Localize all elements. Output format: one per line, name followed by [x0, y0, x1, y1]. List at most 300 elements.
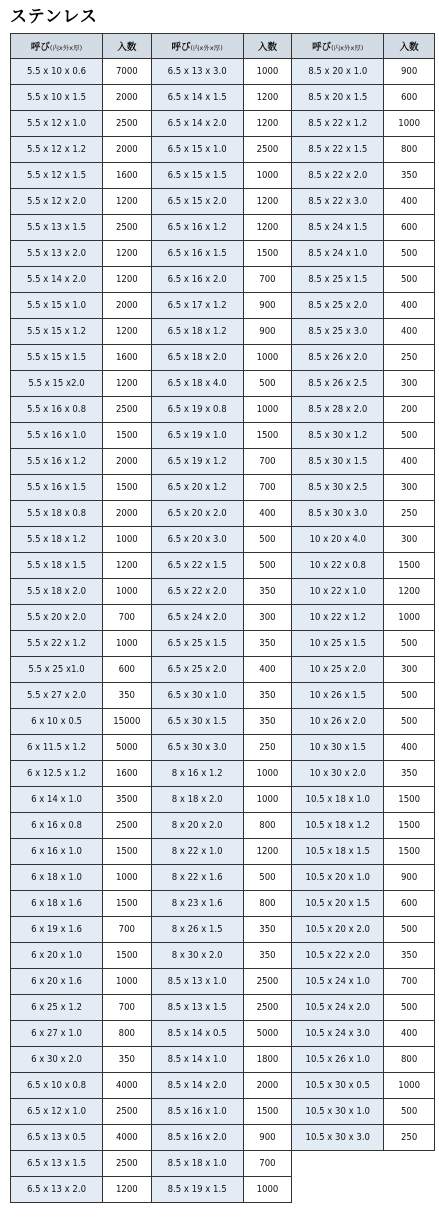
- size-cell: 8.5 x 24 x 1.0: [292, 241, 384, 267]
- size-cell: 5.5 x 20 x 2.0: [11, 605, 103, 631]
- size-cell: 8.5 x 28 x 2.0: [292, 397, 384, 423]
- table-row: [11, 891, 435, 917]
- quantity-cell: 3500: [103, 787, 152, 813]
- quantity-cell: 700: [243, 1151, 292, 1177]
- table-row: [11, 1073, 435, 1099]
- size-cell: 10 x 22 x 0.8: [292, 553, 384, 579]
- quantity-cell: 2000: [103, 449, 152, 475]
- size-cell: 8.5 x 13 x 1.0: [151, 969, 243, 995]
- quantity-cell: 1000: [103, 579, 152, 605]
- size-cell: 6 x 30 x 2.0: [11, 1047, 103, 1073]
- size-cell: 6.5 x 14 x 2.0: [151, 111, 243, 137]
- size-cell: 10.5 x 22 x 2.0: [292, 943, 384, 969]
- size-cell: 6.5 x 30 x 1.5: [151, 709, 243, 735]
- quantity-cell: 1500: [384, 839, 435, 865]
- table-row: [11, 215, 435, 241]
- quantity-cell: 1200: [243, 111, 292, 137]
- size-cell: 6.5 x 30 x 3.0: [151, 735, 243, 761]
- quantity-cell: 1500: [243, 241, 292, 267]
- size-cell: 6.5 x 16 x 1.5: [151, 241, 243, 267]
- quantity-cell: 700: [243, 475, 292, 501]
- column-header-size: 呼び(内x外x厚): [292, 34, 384, 59]
- size-cell: 6 x 18 x 1.0: [11, 865, 103, 891]
- size-cell: 8.5 x 22 x 2.0: [292, 163, 384, 189]
- quantity-cell: 2500: [103, 397, 152, 423]
- table-row: [11, 1021, 435, 1047]
- size-cell: 6.5 x 18 x 4.0: [151, 371, 243, 397]
- column-header-quantity: 入数: [243, 34, 292, 59]
- quantity-cell: 500: [384, 1099, 435, 1125]
- quantity-cell: 800: [243, 813, 292, 839]
- size-cell: 8.5 x 30 x 1.5: [292, 449, 384, 475]
- quantity-cell: 300: [243, 605, 292, 631]
- size-cell: 5.5 x 12 x 1.2: [11, 137, 103, 163]
- table-row: [11, 449, 435, 475]
- size-cell: 6 x 10 x 0.5: [11, 709, 103, 735]
- size-cell: 8 x 30 x 2.0: [151, 943, 243, 969]
- quantity-cell: 700: [103, 605, 152, 631]
- quantity-cell: 250: [243, 735, 292, 761]
- table-row: [11, 839, 435, 865]
- size-cell: 5.5 x 13 x 1.5: [11, 215, 103, 241]
- size-cell: 8.5 x 25 x 1.5: [292, 267, 384, 293]
- quantity-cell: 500: [384, 241, 435, 267]
- size-cell: 8.5 x 22 x 1.2: [292, 111, 384, 137]
- quantity-cell: 1600: [103, 345, 152, 371]
- quantity-cell: 2500: [103, 1151, 152, 1177]
- size-cell: 10.5 x 24 x 2.0: [292, 995, 384, 1021]
- quantity-cell: 250: [384, 345, 435, 371]
- quantity-cell: 600: [384, 85, 435, 111]
- table-row: [11, 787, 435, 813]
- quantity-cell: 350: [384, 163, 435, 189]
- column-header-size: 呼び(内x外x厚): [151, 34, 243, 59]
- size-cell: 10.5 x 30 x 3.0: [292, 1125, 384, 1151]
- quantity-cell: 500: [384, 995, 435, 1021]
- size-cell: 5.5 x 10 x 1.5: [11, 85, 103, 111]
- size-cell: 6.5 x 25 x 1.5: [151, 631, 243, 657]
- quantity-cell: 800: [384, 137, 435, 163]
- page-title: ステンレス: [10, 7, 98, 27]
- table-row: [11, 1047, 435, 1073]
- quantity-cell: 700: [384, 969, 435, 995]
- quantity-cell: 400: [384, 293, 435, 319]
- size-cell: 8.5 x 30 x 3.0: [292, 501, 384, 527]
- quantity-cell: 2500: [103, 215, 152, 241]
- table-row: [11, 865, 435, 891]
- size-cell: 6.5 x 14 x 1.5: [151, 85, 243, 111]
- quantity-cell: 600: [384, 891, 435, 917]
- size-cell: 10.5 x 20 x 1.0: [292, 865, 384, 891]
- size-cell: 10.5 x 18 x 1.2: [292, 813, 384, 839]
- size-cell: 6.5 x 19 x 0.8: [151, 397, 243, 423]
- quantity-cell: 900: [384, 865, 435, 891]
- size-cell: 10.5 x 20 x 1.5: [292, 891, 384, 917]
- size-cell: 8 x 20 x 2.0: [151, 813, 243, 839]
- size-cell: 5.5 x 22 x 1.2: [11, 631, 103, 657]
- size-cell: 5.5 x 18 x 1.2: [11, 527, 103, 553]
- size-cell: 6.5 x 22 x 1.5: [151, 553, 243, 579]
- size-cell: 8 x 22 x 1.0: [151, 839, 243, 865]
- table-row: [11, 293, 435, 319]
- quantity-cell: 500: [243, 527, 292, 553]
- size-cell: 10 x 26 x 2.0: [292, 709, 384, 735]
- quantity-cell: 1500: [103, 423, 152, 449]
- size-cell: 6.5 x 30 x 1.0: [151, 683, 243, 709]
- table-row: [11, 475, 435, 501]
- quantity-cell: 2000: [103, 85, 152, 111]
- quantity-cell: 500: [384, 917, 435, 943]
- table-row: [11, 1125, 435, 1151]
- quantity-cell: 900: [384, 59, 435, 85]
- size-cell: 6.5 x 15 x 1.5: [151, 163, 243, 189]
- size-cell: 8.5 x 30 x 1.2: [292, 423, 384, 449]
- quantity-cell: 7000: [103, 59, 152, 85]
- size-cell: 10 x 25 x 1.5: [292, 631, 384, 657]
- quantity-cell: 500: [243, 865, 292, 891]
- quantity-cell: 5000: [243, 1021, 292, 1047]
- size-cell: 5.5 x 12 x 1.0: [11, 111, 103, 137]
- quantity-cell: 1600: [103, 761, 152, 787]
- size-cell: 6 x 16 x 0.8: [11, 813, 103, 839]
- empty-cell: [292, 1151, 435, 1177]
- column-header-size: 呼び(内x外x厚): [11, 34, 103, 59]
- size-cell: 6 x 18 x 1.6: [11, 891, 103, 917]
- size-cell: 10.5 x 20 x 2.0: [292, 917, 384, 943]
- quantity-cell: 1500: [103, 891, 152, 917]
- size-cell: 5.5 x 18 x 1.5: [11, 553, 103, 579]
- quantity-cell: 400: [384, 319, 435, 345]
- quantity-cell: 1200: [103, 553, 152, 579]
- size-cell: 5.5 x 27 x 2.0: [11, 683, 103, 709]
- size-cell: 5.5 x 14 x 2.0: [11, 267, 103, 293]
- quantity-cell: 1000: [384, 605, 435, 631]
- size-cell: 6.5 x 13 x 0.5: [11, 1125, 103, 1151]
- table-row: [11, 813, 435, 839]
- size-cell: 10.5 x 18 x 1.5: [292, 839, 384, 865]
- quantity-cell: 350: [243, 709, 292, 735]
- quantity-cell: 500: [384, 683, 435, 709]
- quantity-cell: 400: [384, 1021, 435, 1047]
- size-cell: 10.5 x 30 x 1.0: [292, 1099, 384, 1125]
- table-row: [11, 1099, 435, 1125]
- size-cell: 8.5 x 22 x 1.5: [292, 137, 384, 163]
- table-row: [11, 735, 435, 761]
- table-header-row: [11, 34, 435, 59]
- quantity-cell: 1000: [243, 397, 292, 423]
- size-cell: 8.5 x 14 x 0.5: [151, 1021, 243, 1047]
- table-row: [11, 371, 435, 397]
- column-header-quantity: 入数: [384, 34, 435, 59]
- table-row: [11, 943, 435, 969]
- table-row: [11, 761, 435, 787]
- size-cell: 10 x 26 x 1.5: [292, 683, 384, 709]
- quantity-cell: 2000: [103, 293, 152, 319]
- size-cell: 5.5 x 16 x 1.5: [11, 475, 103, 501]
- size-cell: 8.5 x 19 x 1.5: [151, 1177, 243, 1203]
- size-cell: 8.5 x 18 x 1.0: [151, 1151, 243, 1177]
- quantity-cell: 1200: [243, 215, 292, 241]
- size-cell: 8 x 18 x 2.0: [151, 787, 243, 813]
- size-cell: 10.5 x 18 x 1.0: [292, 787, 384, 813]
- table-row: [11, 397, 435, 423]
- size-cell: 8 x 16 x 1.2: [151, 761, 243, 787]
- size-cell: 6.5 x 15 x 1.0: [151, 137, 243, 163]
- quantity-cell: 200: [384, 397, 435, 423]
- size-cell: 8.5 x 14 x 2.0: [151, 1073, 243, 1099]
- size-cell: 6.5 x 20 x 2.0: [151, 501, 243, 527]
- size-cell: 5.5 x 15 x 1.0: [11, 293, 103, 319]
- quantity-cell: 15000: [103, 709, 152, 735]
- size-cell: 10.5 x 30 x 0.5: [292, 1073, 384, 1099]
- quantity-cell: 250: [384, 1125, 435, 1151]
- quantity-cell: 500: [243, 553, 292, 579]
- table-row: [11, 241, 435, 267]
- table-row: [11, 995, 435, 1021]
- quantity-cell: 350: [384, 761, 435, 787]
- size-cell: 6.5 x 18 x 1.2: [151, 319, 243, 345]
- quantity-cell: 700: [103, 995, 152, 1021]
- quantity-cell: 600: [384, 215, 435, 241]
- size-cell: 8.5 x 22 x 3.0: [292, 189, 384, 215]
- size-cell: 6.5 x 19 x 1.0: [151, 423, 243, 449]
- quantity-cell: 1000: [243, 163, 292, 189]
- quantity-cell: 1500: [103, 839, 152, 865]
- quantity-cell: 2500: [243, 995, 292, 1021]
- quantity-cell: 1000: [103, 969, 152, 995]
- table-row: [11, 553, 435, 579]
- size-cell: 6.5 x 13 x 2.0: [11, 1177, 103, 1203]
- size-cell: 6 x 19 x 1.6: [11, 917, 103, 943]
- quantity-cell: 300: [384, 657, 435, 683]
- table-row: [11, 189, 435, 215]
- quantity-cell: 800: [103, 1021, 152, 1047]
- size-cell: 6.5 x 20 x 3.0: [151, 527, 243, 553]
- size-cell: 8 x 26 x 1.5: [151, 917, 243, 943]
- quantity-cell: 1200: [103, 189, 152, 215]
- size-cell: 8.5 x 26 x 2.0: [292, 345, 384, 371]
- size-cell: 5.5 x 15 x 1.5: [11, 345, 103, 371]
- quantity-cell: 1000: [103, 631, 152, 657]
- size-cell: 6.5 x 15 x 2.0: [151, 189, 243, 215]
- quantity-cell: 1000: [103, 527, 152, 553]
- table-row: [11, 319, 435, 345]
- table-row: [11, 683, 435, 709]
- quantity-cell: 1500: [384, 553, 435, 579]
- quantity-cell: 900: [243, 293, 292, 319]
- quantity-cell: 2500: [103, 1099, 152, 1125]
- quantity-cell: 1800: [243, 1047, 292, 1073]
- size-cell: 6 x 12.5 x 1.2: [11, 761, 103, 787]
- quantity-cell: 500: [384, 423, 435, 449]
- empty-cell: [292, 1177, 435, 1203]
- size-cell: 6.5 x 13 x 3.0: [151, 59, 243, 85]
- size-cell: 8.5 x 13 x 1.5: [151, 995, 243, 1021]
- quantity-cell: 1200: [103, 267, 152, 293]
- quantity-cell: 300: [384, 527, 435, 553]
- size-cell: 8.5 x 16 x 1.0: [151, 1099, 243, 1125]
- size-cell: 8 x 23 x 1.6: [151, 891, 243, 917]
- quantity-cell: 1200: [243, 85, 292, 111]
- quantity-cell: 350: [384, 943, 435, 969]
- quantity-cell: 1000: [243, 59, 292, 85]
- table-body: [11, 59, 435, 1203]
- quantity-cell: 1500: [103, 475, 152, 501]
- quantity-cell: 350: [243, 579, 292, 605]
- quantity-cell: 1500: [243, 1099, 292, 1125]
- quantity-cell: 1600: [103, 163, 152, 189]
- size-cell: 6 x 27 x 1.0: [11, 1021, 103, 1047]
- quantity-cell: 1000: [243, 761, 292, 787]
- quantity-cell: 350: [243, 943, 292, 969]
- quantity-cell: 2500: [103, 813, 152, 839]
- quantity-cell: 800: [384, 1047, 435, 1073]
- size-cell: 5.5 x 16 x 1.0: [11, 423, 103, 449]
- size-cell: 5.5 x 15 x 1.2: [11, 319, 103, 345]
- quantity-cell: 2000: [103, 501, 152, 527]
- quantity-cell: 250: [384, 501, 435, 527]
- quantity-cell: 350: [243, 631, 292, 657]
- table-row: [11, 1151, 435, 1177]
- quantity-cell: 1200: [243, 189, 292, 215]
- size-cell: 8.5 x 25 x 2.0: [292, 293, 384, 319]
- table-row: [11, 969, 435, 995]
- quantity-cell: 1200: [384, 579, 435, 605]
- size-cell: 10 x 22 x 1.2: [292, 605, 384, 631]
- quantity-cell: 4000: [103, 1073, 152, 1099]
- size-cell: 8.5 x 20 x 1.5: [292, 85, 384, 111]
- size-cell: 5.5 x 18 x 0.8: [11, 501, 103, 527]
- size-cell: 6 x 16 x 1.0: [11, 839, 103, 865]
- size-cell: 5.5 x 15 x2.0: [11, 371, 103, 397]
- quantity-cell: 350: [243, 683, 292, 709]
- size-cell: 5.5 x 16 x 0.8: [11, 397, 103, 423]
- size-cell: 10.5 x 26 x 1.0: [292, 1047, 384, 1073]
- size-cell: 6 x 25 x 1.2: [11, 995, 103, 1021]
- quantity-cell: 1000: [384, 111, 435, 137]
- quantity-cell: 500: [243, 371, 292, 397]
- quantity-cell: 1500: [103, 943, 152, 969]
- table-row: [11, 423, 435, 449]
- size-cell: 6 x 20 x 1.0: [11, 943, 103, 969]
- size-cell: 8.5 x 25 x 3.0: [292, 319, 384, 345]
- quantity-cell: 300: [384, 371, 435, 397]
- table-row: [11, 605, 435, 631]
- quantity-cell: 1500: [384, 787, 435, 813]
- quantity-cell: 1200: [103, 1177, 152, 1203]
- quantity-cell: 1200: [103, 319, 152, 345]
- size-cell: 10 x 22 x 1.0: [292, 579, 384, 605]
- quantity-cell: 2500: [243, 137, 292, 163]
- size-cell: 5.5 x 16 x 1.2: [11, 449, 103, 475]
- size-cell: 5.5 x 12 x 1.5: [11, 163, 103, 189]
- quantity-cell: 5000: [103, 735, 152, 761]
- quantity-cell: 500: [384, 709, 435, 735]
- quantity-cell: 1000: [243, 345, 292, 371]
- quantity-cell: 400: [384, 735, 435, 761]
- quantity-cell: 1000: [384, 1073, 435, 1099]
- quantity-cell: 1200: [103, 371, 152, 397]
- quantity-cell: 500: [384, 631, 435, 657]
- table-row: [11, 137, 435, 163]
- quantity-cell: 1500: [384, 813, 435, 839]
- quantity-cell: 500: [384, 267, 435, 293]
- quantity-cell: 4000: [103, 1125, 152, 1151]
- table-row: [11, 59, 435, 85]
- quantity-cell: 700: [243, 267, 292, 293]
- table-row: [11, 579, 435, 605]
- size-cell: 8.5 x 16 x 2.0: [151, 1125, 243, 1151]
- quantity-cell: 900: [243, 1125, 292, 1151]
- quantity-cell: 2000: [243, 1073, 292, 1099]
- size-cell: 8 x 22 x 1.6: [151, 865, 243, 891]
- size-cell: 6.5 x 22 x 2.0: [151, 579, 243, 605]
- size-cell: 6.5 x 16 x 1.2: [151, 215, 243, 241]
- size-cell: 6.5 x 24 x 2.0: [151, 605, 243, 631]
- quantity-cell: 300: [384, 475, 435, 501]
- size-cell: 8.5 x 26 x 2.5: [292, 371, 384, 397]
- size-cell: 8.5 x 20 x 1.0: [292, 59, 384, 85]
- table-row: [11, 267, 435, 293]
- size-cell: 5.5 x 10 x 0.6: [11, 59, 103, 85]
- quantity-cell: 350: [243, 917, 292, 943]
- size-cell: 10 x 30 x 2.0: [292, 761, 384, 787]
- quantity-cell: 2500: [243, 969, 292, 995]
- quantity-cell: 700: [103, 917, 152, 943]
- table-row: [11, 709, 435, 735]
- size-cell: 6.5 x 12 x 1.0: [11, 1099, 103, 1125]
- size-cell: 8.5 x 30 x 2.5: [292, 475, 384, 501]
- quantity-cell: 1000: [103, 865, 152, 891]
- size-cell: 6.5 x 10 x 0.8: [11, 1073, 103, 1099]
- quantity-cell: 400: [384, 449, 435, 475]
- table-row: [11, 163, 435, 189]
- size-cell: 10.5 x 24 x 1.0: [292, 969, 384, 995]
- table-row: [11, 631, 435, 657]
- size-cell: 6.5 x 17 x 1.2: [151, 293, 243, 319]
- washer-spec-table: [10, 33, 435, 1203]
- quantity-cell: 400: [243, 657, 292, 683]
- size-cell: 5.5 x 13 x 2.0: [11, 241, 103, 267]
- size-cell: 10 x 20 x 4.0: [292, 527, 384, 553]
- quantity-cell: 800: [243, 891, 292, 917]
- quantity-cell: 1200: [243, 839, 292, 865]
- quantity-cell: 400: [243, 501, 292, 527]
- quantity-cell: 400: [384, 189, 435, 215]
- size-cell: 6.5 x 16 x 2.0: [151, 267, 243, 293]
- table-row: [11, 111, 435, 137]
- size-cell: 8.5 x 24 x 1.5: [292, 215, 384, 241]
- size-cell: 10 x 25 x 2.0: [292, 657, 384, 683]
- size-cell: 6.5 x 18 x 2.0: [151, 345, 243, 371]
- quantity-cell: 600: [103, 657, 152, 683]
- size-cell: 6 x 11.5 x 1.2: [11, 735, 103, 761]
- quantity-cell: 900: [243, 319, 292, 345]
- column-header-quantity: 入数: [103, 34, 152, 59]
- quantity-cell: 350: [103, 1047, 152, 1073]
- quantity-cell: 1500: [243, 423, 292, 449]
- size-cell: 5.5 x 18 x 2.0: [11, 579, 103, 605]
- size-cell: 10.5 x 24 x 3.0: [292, 1021, 384, 1047]
- quantity-cell: 350: [103, 683, 152, 709]
- quantity-cell: 1000: [243, 787, 292, 813]
- size-cell: 6.5 x 25 x 2.0: [151, 657, 243, 683]
- table-row: [11, 501, 435, 527]
- table-row: [11, 657, 435, 683]
- table-row: [11, 527, 435, 553]
- table-row: [11, 1177, 435, 1203]
- quantity-cell: 2500: [103, 111, 152, 137]
